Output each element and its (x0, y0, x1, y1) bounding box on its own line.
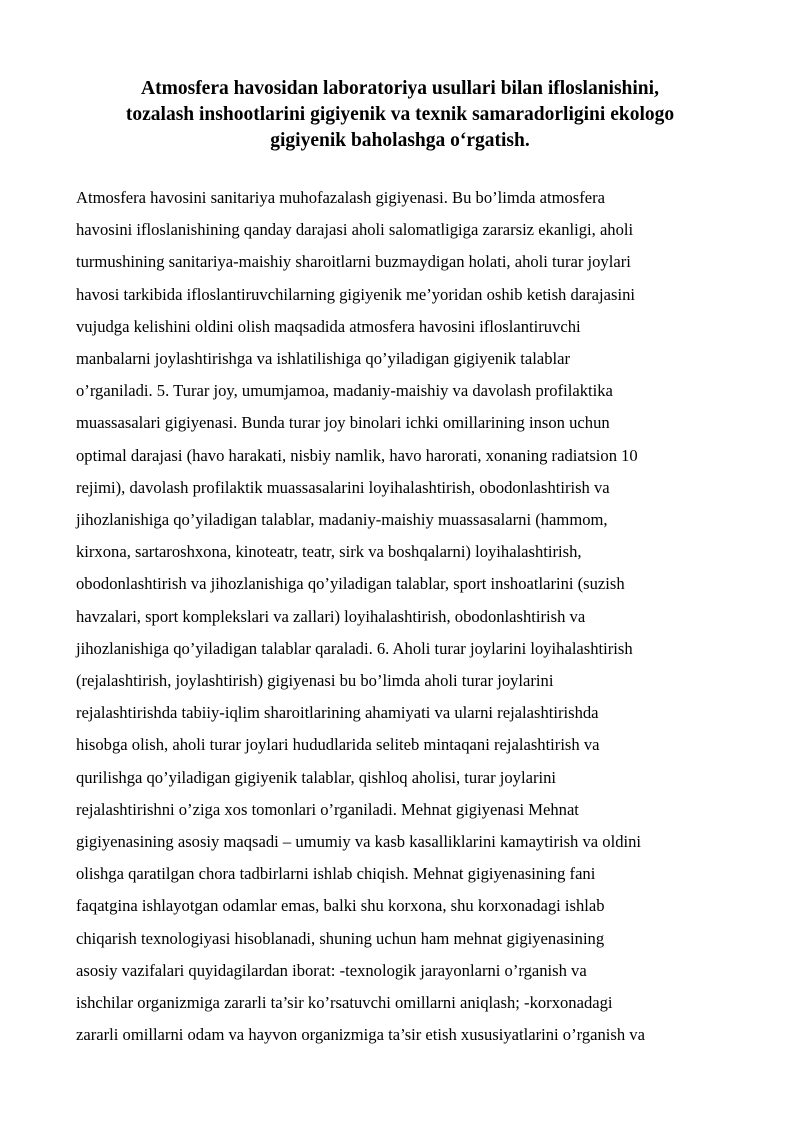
body-line: turmushining sanitariya-maishiy sharoitlarni buzmaydigan holati, aholi turar joylari (76, 252, 631, 272)
body-line: vujudga kelishini oldini olish maqsadida atmosfera havosini ifloslantiruvchi (76, 316, 581, 336)
document-title (90, 76, 710, 154)
body-line: rejalashtirishni o’ziga xos tomonlari o’rganiladi. Mehnat gigiyenasi Mehnat (76, 799, 579, 819)
body-line: optimal darajasi (havo harakati, nisbiy namlik, havo harorati, xonaning radiatsion 10 (76, 445, 638, 465)
title-line: Atmosfera havosidan laboratoriya usullari bilan ifloslanishini, (141, 78, 659, 99)
body-line: faqatgina ishlayotgan odamlar emas, balki shu korxona, shu korxonadagi ishlab (76, 896, 605, 916)
body-line: ishchilar organizmiga zararli ta’sir ko’rsatuvchi omillarni aniqlash; -korxonadagi (76, 993, 613, 1013)
body-line: o’rganiladi. 5. Turar joy, umumjamoa, madaniy-maishiy va davolash profilaktika (76, 381, 613, 401)
body-line: jihozlanishiga qo’yiladigan talablar qaraladi. 6. Aholi turar joylarini loyihalashtirish (76, 638, 633, 658)
body-line: qurilishga qo’yiladigan gigiyenik talablar, qishloq aholisi, turar joylarini (76, 767, 556, 787)
body-line: havosini ifloslanishining qanday darajasi aholi salomatligiga zararsiz ekanligi, aholi (76, 220, 634, 240)
title-line: tozalash inshootlarini gigiyenik va texnik samaradorligini ekologo (125, 104, 675, 125)
body-line: gigiyenasining asosiy maqsadi – umumiy va kasb kasalliklarini kamaytirish va oldini (76, 832, 642, 852)
body-line: havosi tarkibida ifloslantiruvchilarning gigiyenik me’yoridan oshib ketish darajasini (76, 284, 635, 304)
body-line: chiqarish texnologiyasi hisoblanadi, shuning uchun ham mehnat gigiyenasining (76, 928, 605, 948)
body-line: kirxona, sartaroshxona, kinoteatr, teatr, sirk va boshqalarni) loyihalashtirish, (76, 542, 582, 562)
body-line: asosiy vazifalari quyidagilardan iborat: -texnologik jarayonlarni o’rganish va (76, 960, 587, 980)
body-line: rejalashtirishda tabiiy-iqlim sharoitlarining ahamiyati va ularni rejalashtirishda (76, 703, 599, 723)
body-line: olishga qaratilgan chora tadbirlarni ishlab chiqish. Mehnat gigiyenasining fani (76, 864, 596, 884)
body-line: (rejalashtirish, joylashtirish) gigiyenasi bu bo’limda aholi turar joylarini (76, 671, 554, 691)
body-line: rejimi), davolash profilaktik muassasalarini loyihalashtirish, obodonlashtirish va (76, 477, 610, 497)
body-line: muassasalari gigiyenasi. Bunda turar joy binolari ichki omillarining inson uchun (76, 413, 610, 433)
title-line: gigiyenik baholashga o‘rgatish. (270, 130, 530, 151)
body-line: havzalari, sport komplekslari va zallari) loyihalashtirish, obodonlashtirish va (76, 606, 586, 626)
body-line: manbalarni joylashtirishga va ishlatilishiga qo’yiladigan gigiyenik talablar (76, 349, 571, 369)
body-line: Atmosfera havosini sanitariya muhofazalash gigiyenasi. Bu bo’limda atmosfera (76, 188, 606, 207)
body-line: zararli omillarni odam va hayvon organizmiga ta’sir etish xususiyatlarini o’rganish va (76, 1025, 645, 1045)
body-line: hisobga olish, aholi turar joylari hududlarida seliteb mintaqani rejalashtirish va (76, 735, 600, 755)
document-body (76, 182, 736, 1051)
body-line: obodonlashtirish va jihozlanishiga qo’yiladigan talablar, sport inshoatlarini (suzish (76, 574, 625, 594)
body-line: jihozlanishiga qo’yiladigan talablar, madaniy-maishiy muassasalarni (hammom, (76, 510, 608, 530)
